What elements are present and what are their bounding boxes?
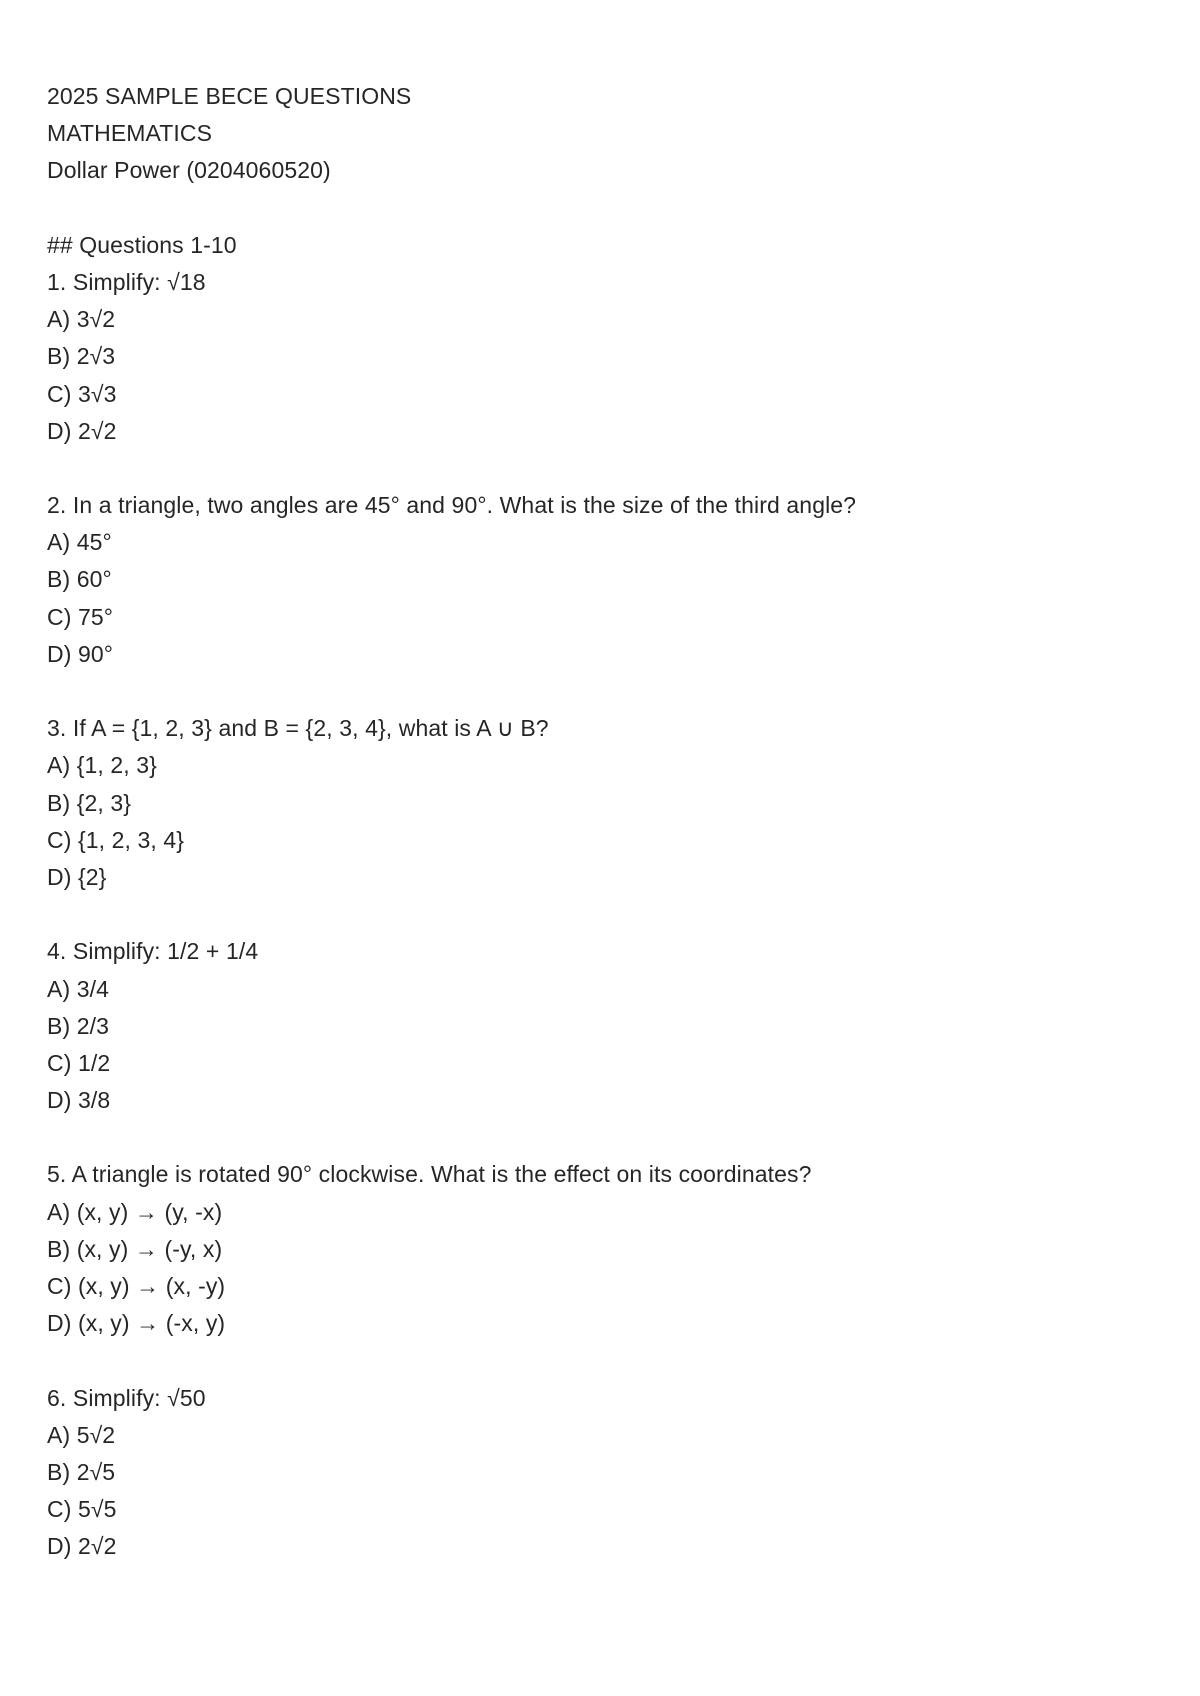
option-b: B) 60° <box>47 566 112 593</box>
question-text: 4. Simplify: 1/2 + 1/4 <box>47 938 259 965</box>
option-b: B) 2√5 <box>47 1458 116 1485</box>
question-text: 2. In a triangle, two angles are 45° and 90°. What is the size of the third angle? <box>47 492 857 519</box>
question-1 <box>47 264 1147 450</box>
question-2 <box>47 487 1147 673</box>
option-b: B) 2/3 <box>47 1012 109 1039</box>
document-title: 2025 SAMPLE BECE QUESTIONS <box>47 83 412 109</box>
option-d: D) 3/8 <box>47 1087 111 1114</box>
question-5 <box>47 1156 1147 1342</box>
option-c: C) (x, y) → (x, -y) <box>47 1273 226 1299</box>
option-a: A) (x, y) → (y, -x) <box>47 1198 223 1225</box>
option-d: D) 2√2 <box>47 1533 117 1560</box>
document-page <box>47 78 1147 1566</box>
option-c: C) 1/2 <box>47 1049 111 1076</box>
option-d: D) {2} <box>47 863 107 890</box>
option-c: C) 5√5 <box>47 1496 117 1523</box>
option-d: D) 2√2 <box>47 417 117 444</box>
option-a: A) 45° <box>47 529 112 556</box>
option-a: A) 3√2 <box>47 306 116 333</box>
option-d: D) (x, y) → (-x, y) <box>47 1310 226 1337</box>
option-b: B) {2, 3} <box>47 789 132 816</box>
spacer <box>47 896 1147 933</box>
option-a: A) 3/4 <box>47 975 109 1002</box>
subject-label: MATHEMATICS <box>47 120 213 147</box>
spacer <box>47 673 1147 710</box>
spacer <box>47 1342 1147 1379</box>
option-c: C) 3√3 <box>47 380 117 407</box>
option-a: A) {1, 2, 3} <box>47 752 157 779</box>
question-text: 3. If A = {1, 2, 3} and B = {2, 3, 4}, what is A ∪ B? <box>47 715 549 742</box>
option-b: B) (x, y) → (-y, x) <box>47 1235 223 1262</box>
question-text: 6. Simplify: √50 <box>47 1384 206 1411</box>
question-3 <box>47 710 1147 896</box>
question-text: 1. Simplify: √18 <box>47 268 206 295</box>
option-c: C) {1, 2, 3, 4} <box>47 826 185 853</box>
spacer <box>47 450 1147 487</box>
option-a: A) 5√2 <box>47 1421 116 1448</box>
question-6 <box>47 1380 1147 1566</box>
spacer <box>47 1119 1147 1156</box>
question-4 <box>47 933 1147 1119</box>
spacer <box>47 190 1147 227</box>
option-c: C) 75° <box>47 603 114 630</box>
option-d: D) 90° <box>47 640 114 667</box>
author-label: Dollar Power (0204060520) <box>47 157 331 184</box>
option-b: B) 2√3 <box>47 343 116 370</box>
section-heading: ## Questions 1-10 <box>47 231 237 258</box>
question-text: 5. A triangle is rotated 90° clockwise. What is the effect on its coordinates? <box>47 1161 812 1188</box>
